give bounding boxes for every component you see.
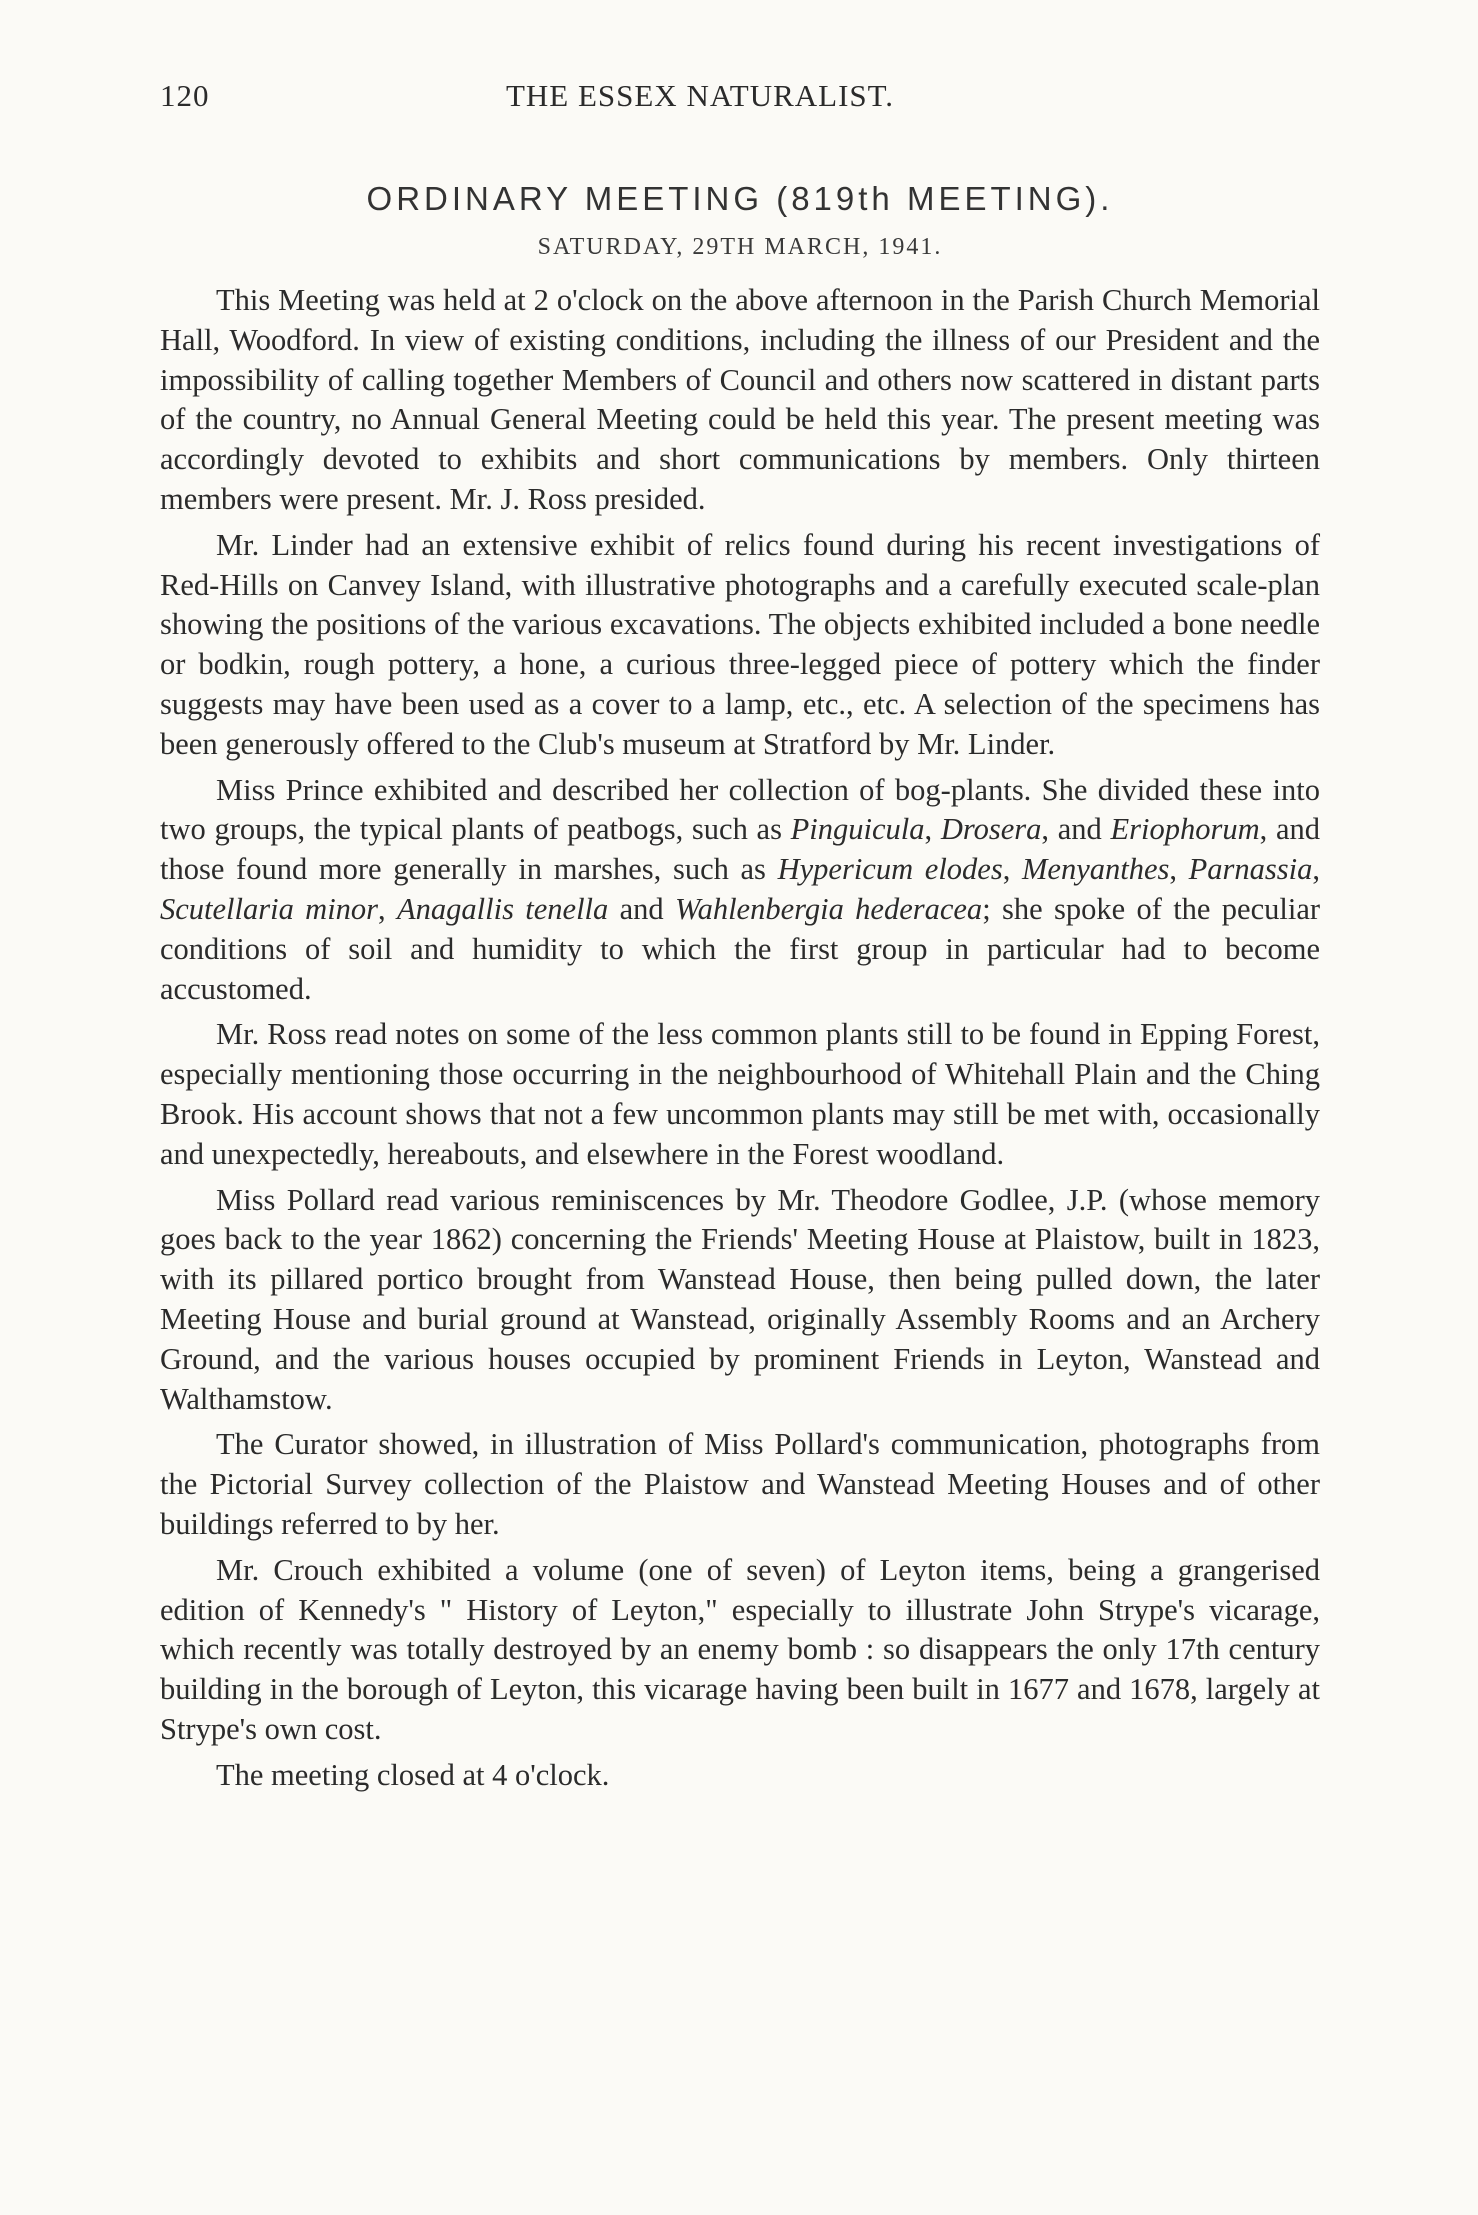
species-name: Eriophorum	[1110, 812, 1260, 847]
paragraph-prince-bog-plants: Miss Prince exhibited and described her collection of bog-plants. She divided these into two groups, the typical plants of peatbogs, such as Pinguicula, Drosera, and Eriophorum, and those found more generally in marshes, such as Hypericum elodes, Menyanthes, Parnassia, Scutellaria minor, Anagallis tenella and Wahlenbergia hederacea; she spoke of the peculiar conditions of soil and humidity to which the first group in particular had to become accustomed.	[160, 772, 1321, 1006]
species-name: Anagallis tenella	[397, 891, 609, 926]
species-name: Menyanthes	[1022, 852, 1170, 887]
meeting-date: SATURDAY, 29TH MARCH, 1941.	[537, 234, 943, 260]
article-body	[160, 281, 1320, 1795]
paragraph-crouch-volume: Mr. Crouch exhibited a volume (one of seven) of Leyton items, being a grangerised edition of Kennedy's " History of Leyton," especially to illustrate John Strype's vicarage, which recently was totally destroyed by an enemy bomb : so disappears the only 17th century building in the borough of Leyton, this vicarage having been built in 1677 and 1678, largely at Strype's own cost.	[160, 1552, 1320, 1746]
species-name: Drosera	[940, 812, 1042, 847]
paragraph-curator-photographs: The Curator showed, in illustration of Miss Pollard's communication, photographs from the Pictorial Survey collection of the Plaistow and Wanstead Meeting Houses and of other buildings referred to by her.	[160, 1427, 1320, 1541]
journal-title: THE ESSEX NATURALIST.	[505, 78, 895, 113]
species-name: Wahlenbergia hederacea	[674, 891, 983, 926]
page-number: 120	[160, 78, 210, 113]
paragraph-pollard-reminiscences: Miss Pollard read various reminiscences by Mr. Theodore Godlee, J.P. (whose memory goes back to the year 1862) concerning the Friends' Meeting House at Plaistow, built in 1823, with its pillared portico brought from Wanstead House, then being pulled down, the later Meeting House and burial ground at Wanstead, originally Assembly Rooms and an Archery Ground, and the various houses occupied by prominent Friends in Leyton, Wanstead and Walthamstow.	[160, 1182, 1320, 1416]
species-name: Hypericum elodes	[777, 852, 1003, 887]
species-name: Scutellaria minor	[160, 891, 379, 926]
page	[160, 72, 1320, 1801]
meeting-heading: ORDINARY MEETING (819th MEETING).	[366, 180, 1114, 217]
paragraph-closing: The meeting closed at 4 o'clock.	[216, 1757, 610, 1792]
paragraph-linder-exhibit: Mr. Linder had an extensive exhibit of relics found during his recent investigations of Red-Hills on Canvey Island, with illustrative photographs and a carefully executed scale-plan showing the positions of the various excavations. The objects exhibited included a bone needle or bodkin, rough pottery, a hone, a curious three-legged piece of pottery which the finder suggests may have been used as a cover to a lamp, etc., etc. A selection of the specimens has been generously offered to the Club's museum at Stratford by Mr. Linder.	[160, 527, 1320, 761]
species-name: Parnassia	[1188, 852, 1313, 887]
paragraph-ross-notes: Mr. Ross read notes on some of the less common plants still to be found in Epping Forest, especially mentioning those occurring in the neighbourhood of Whitehall Plain and the Ching Brook. His account shows that not a few uncommon plants may still be met with, occasionally and unexpectedly, hereabouts, and elsewhere in the Forest woodland.	[160, 1017, 1320, 1171]
running-header	[160, 72, 1320, 122]
species-name: Pinguicula	[790, 812, 925, 847]
paragraph-opening: This Meeting was held at 2 o'clock on the above afternoon in the Parish Church Memorial Hall, Woodford. In view of existing conditions, including the illness of our President and the impossibility of calling together Members of Council and others now scattered in distant parts of the country, no Annual General Meeting could be held this year. The present meeting was accordingly devoted to exhibits and short communications by members. Only thirteen members were present. Mr. J. Ross presided.	[160, 283, 1320, 516]
